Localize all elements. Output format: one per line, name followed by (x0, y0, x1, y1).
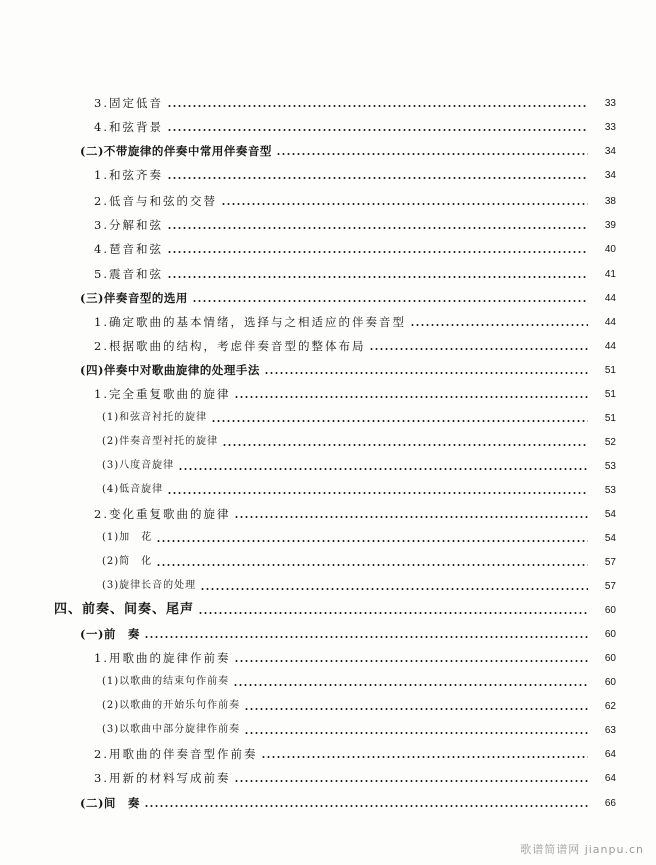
dot-leader (244, 708, 588, 710)
toc-entry-title: (1)加 花 (102, 532, 153, 543)
toc-page-number: 54 (604, 533, 616, 544)
dot-leader (221, 203, 588, 205)
toc-entry-title: (二)间 奏 (80, 796, 140, 810)
toc-entry-title: (3)以歌曲中部分旋律作前奏 (102, 724, 241, 735)
dot-leader (200, 588, 588, 590)
toc-entry (0, 136, 656, 158)
toc-entry-title: 4.和弦背景 (94, 120, 163, 134)
toc-page-number: 53 (604, 461, 616, 472)
toc-page-number: 51 (604, 413, 616, 424)
dot-leader (261, 756, 588, 758)
dot-leader (167, 251, 588, 253)
toc-entry (0, 379, 656, 401)
toc-entry (0, 160, 656, 182)
toc-page-number: 64 (604, 773, 616, 784)
toc-entry (0, 427, 656, 449)
toc-entry (0, 234, 656, 256)
toc-page-number: 44 (604, 341, 616, 352)
dot-leader (167, 227, 588, 229)
dot-leader (244, 732, 588, 734)
watermark: 歌谱简谱网 jianpu.cn (520, 843, 644, 856)
dot-leader (222, 444, 588, 446)
toc-entry-title: 1.确定歌曲的基本情绪，选择与之相适应的伴奏音型 (94, 315, 406, 329)
toc-page-number: 33 (604, 122, 616, 133)
toc-page-number: 60 (604, 677, 616, 688)
toc-entry (0, 499, 656, 521)
toc-entry (0, 667, 656, 689)
toc-entry (0, 259, 656, 281)
toc-entry (0, 739, 656, 761)
toc-entry-title: (4)低音旋律 (102, 484, 164, 495)
dot-leader (167, 105, 588, 107)
toc-page-number: 60 (604, 629, 616, 640)
toc-entry (0, 571, 656, 593)
toc-page-number: 40 (604, 244, 616, 255)
toc-entry-title: (1)和弦音衬托的旋律 (102, 412, 208, 423)
dot-leader (156, 540, 588, 542)
toc-page-number: 53 (604, 485, 616, 496)
toc-entry-title: 3.固定低音 (94, 96, 163, 110)
toc-page-number: 33 (604, 98, 616, 109)
dot-leader (276, 153, 588, 155)
toc-entry-title: (二)不带旋律的伴奏中常用伴奏音型 (80, 144, 272, 158)
toc-entry (0, 112, 656, 134)
toc-page-number: 44 (604, 317, 616, 328)
toc-entry (0, 283, 656, 305)
dot-leader (167, 276, 588, 278)
toc-entry (0, 355, 656, 377)
toc-entry-title: 四、前奏、间奏、尾声 (54, 602, 195, 617)
toc-entry-title: 2.根据歌曲的结构，考虑伴奏音型的整体布局 (94, 339, 366, 353)
toc-entry-title: 2.低音与和弦的交替 (94, 194, 217, 208)
toc-entry-title: 5.震音和弦 (94, 267, 163, 281)
dot-leader (156, 564, 588, 566)
dot-leader (234, 396, 588, 398)
toc-page-number: 60 (604, 605, 616, 616)
dot-leader (211, 420, 588, 422)
toc-page-number: 54 (604, 509, 616, 520)
dot-leader (144, 805, 588, 807)
dot-leader (233, 684, 588, 686)
toc-entry (0, 547, 656, 569)
toc-entry-title: 1.用歌曲的旋律作前奏 (94, 651, 231, 665)
toc-entry-title: 1.完全重复歌曲的旋律 (94, 387, 231, 401)
toc-page-number: 34 (604, 146, 616, 157)
toc-entry (0, 619, 656, 641)
toc-entry-title: (2)以歌曲的开始乐句作前奏 (102, 700, 241, 711)
toc-entry-title: (2)伴奏音型衬托的旋律 (102, 436, 219, 447)
toc-page-number: 64 (604, 749, 616, 760)
toc-entry-title: (3)八度音旋律 (102, 460, 175, 471)
dot-leader (167, 129, 588, 131)
toc-entry (0, 763, 656, 785)
dot-leader (192, 300, 588, 302)
toc-entry-title: (四)伴奏中对歌曲旋律的处理手法 (80, 363, 260, 377)
toc-page-number: 44 (604, 293, 616, 304)
toc-page-number: 38 (604, 196, 616, 207)
toc-page-number: 66 (604, 798, 616, 809)
toc-page-number: 57 (604, 557, 616, 568)
toc-entry (0, 475, 656, 497)
toc-entry-title: 1.和弦齐奏 (94, 168, 163, 182)
toc-entry (0, 403, 656, 425)
dot-leader (234, 780, 588, 782)
dot-leader (198, 612, 588, 614)
toc-page-number: 57 (604, 581, 616, 592)
dot-leader (369, 348, 588, 350)
toc-page-number: 60 (604, 653, 616, 664)
toc-entry-title: 2.变化重复歌曲的旋律 (94, 507, 231, 521)
toc-page-number: 34 (604, 170, 616, 181)
dot-leader (144, 636, 588, 638)
toc-entry-title: (1)以歌曲的结束句作前奏 (102, 676, 230, 687)
toc-entry-title: (三)伴奏音型的选用 (80, 291, 188, 305)
toc-entry (0, 788, 656, 810)
toc-page-number: 39 (604, 220, 616, 231)
dot-leader (410, 324, 588, 326)
toc-page-number: 62 (604, 701, 616, 712)
toc-entry (0, 643, 656, 665)
toc-entry-title: 2.用歌曲的伴奏音型作前奏 (94, 747, 258, 761)
toc-entry-title: 3.分解和弦 (94, 218, 163, 232)
toc-entry (0, 595, 656, 617)
dot-leader (167, 177, 588, 179)
toc-entry (0, 451, 656, 473)
toc-page-number: 52 (604, 437, 616, 448)
toc-entry (0, 186, 656, 208)
dot-leader (234, 660, 588, 662)
dot-leader (167, 492, 588, 494)
toc-entry (0, 210, 656, 232)
toc-entry (0, 331, 656, 353)
toc-entry-title: (2)简 化 (102, 556, 153, 567)
toc-page-number: 51 (604, 389, 616, 400)
toc-entry (0, 307, 656, 329)
toc-page-number: 41 (604, 269, 616, 280)
toc-entry (0, 523, 656, 545)
dot-leader (234, 516, 588, 518)
toc-entry-title: (3)旋律长音的处理 (102, 580, 197, 591)
toc-entry-title: (一)前 奏 (80, 627, 140, 641)
toc-entry (0, 715, 656, 737)
dot-leader (264, 372, 588, 374)
toc-entry-title: 4.琶音和弦 (94, 242, 163, 256)
dot-leader (178, 468, 588, 470)
toc-page-number: 51 (604, 365, 616, 376)
toc-page-number: 63 (604, 725, 616, 736)
toc-entry (0, 691, 656, 713)
toc-entry (0, 88, 656, 110)
toc-entry-title: 3.用新的材料写成前奏 (94, 771, 231, 785)
